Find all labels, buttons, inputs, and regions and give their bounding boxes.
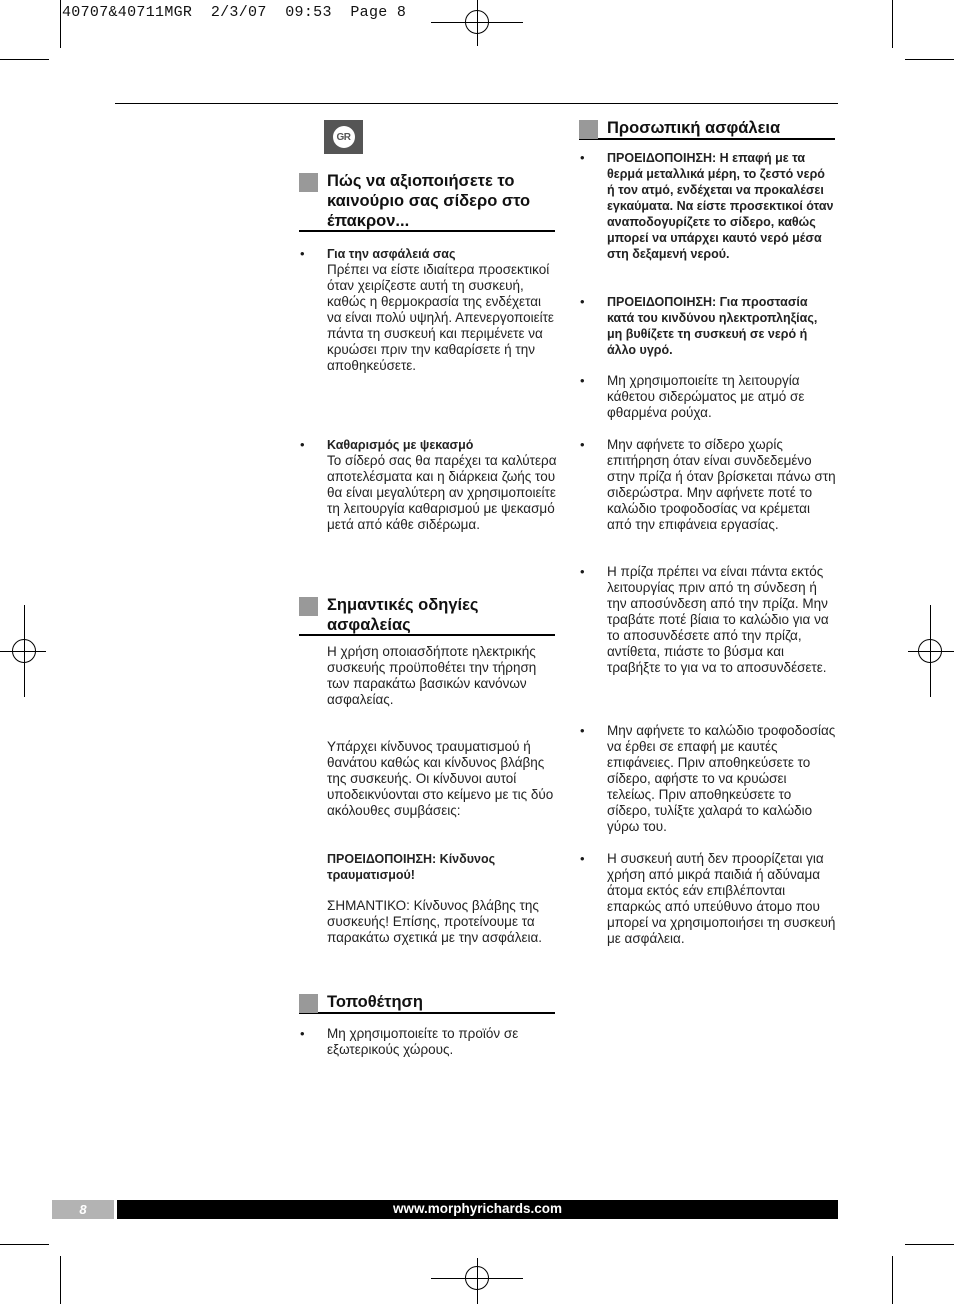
bullet-glyph: •	[300, 246, 305, 261]
bullet-glyph: •	[580, 437, 585, 452]
bullet-glyph: •	[580, 294, 585, 309]
page-number: 8	[52, 1200, 114, 1219]
section-title: Σημαντικές οδηγίες ασφαλείας	[327, 596, 479, 634]
section-title: Τοποθέτηση	[327, 993, 423, 1011]
bullet-glyph: •	[580, 851, 585, 866]
bullet-glyph: •	[580, 564, 585, 579]
paragraph: ΣΗΜΑΝΤΙΚΟ: Κίνδυνος βλάβης της συσκευής! Επίσης, προτείνουμε τα παρακάτω σχετικά με την ασφάλεια.	[327, 898, 543, 945]
heading-marker	[579, 120, 598, 139]
list-item: Μην αφήνετε το καλώδιο τροφοδοσίας να έρθει σε επαφή με καυτές επιφάνειες. Πριν αποθηκεύσετε το σίδερο, αφήστε το να κρυώσει τελείως. Πριν αποθηκεύσετε το σίδερο, τυλίξτε χαλαρά το καλώδιο γύρω του.	[607, 723, 836, 834]
section-heading-personal-safety	[579, 118, 835, 140]
list-item-heading: Για την ασφάλειά σας	[327, 247, 456, 261]
section-title: Προσωπική ασφάλεια	[607, 119, 781, 137]
list-item-safety	[327, 246, 557, 374]
heading-marker	[299, 597, 318, 616]
paragraph: Υπάρχει κίνδυνος τραυματισμού ή θανάτου καθώς και κίνδυνος βλάβης της συσκευής. Οι κίνδυνοι αυτοί υποδεικνύονται στο κείμενο με τις δύο ακόλουθες συμβάσεις:	[327, 739, 554, 818]
heading-marker	[299, 173, 318, 192]
print-slug: 40707&40711MGR 2/3/07 09:53 Page 8	[62, 4, 407, 21]
list-item: Η πρίζα πρέπει να είναι πάντα εκτός λειτουργίας πριν από τη σύνδεση ή την αποσύνδεση από την πρίζα. Μην τραβάτε ποτέ βίαια το καλώδιο για να το αποσυνδέσετε από την πρίζα, αντίθετα, πιάστε το βύσμα και τραβήξτε το για να το αποσυνδέσετε.	[607, 564, 829, 675]
list-item: Μη χρησιμοποιείτε το προϊόν σε εξωτερικούς χώρους.	[327, 1026, 519, 1057]
list-item: Μη χρησιμοποιείτε τη λειτουργία κάθετου σιδερώματος με ατμό σε φθαρμένα ρούχα.	[607, 373, 805, 420]
section-heading-usage	[299, 171, 555, 232]
warning-item: ΠΡΟΕΙΔΟΠΟΙΗΣΗ: Για προστασία κατά του κινδύνου ηλεκτροπληξίας, μη βυθίζετε τη συσκευή σε νερό ή άλλο υγρό.	[607, 295, 818, 357]
warning-item: ΠΡΟΕΙΔΟΠΟΙΗΣΗ: Η επαφή με τα θερμά μεταλλικά μέρη, το ζεστό νερό ή τον ατμό, ενδέχεται να προκαλέσει εγκαύματα. Να είστε προσεκτικοί όταν αναποδογυρίζετε το σίδερο, καθώς μπορεί να υπάρχει καυτό νερό μέσα στη δεξαμενή νερού.	[607, 151, 834, 261]
bullet-glyph: •	[300, 437, 305, 452]
bullet-glyph: •	[300, 1026, 305, 1041]
list-item-body: Πρέπει να είστε ιδιαίτερα προσεκτικοί όταν χειρίζεστε αυτή τη συσκευή, καθώς η θερμοκρασία της ενδέχεται να είναι πολύ υψηλή. Απενεργοποιείτε πάντα τη συσκευή και περιμένετε να κρυώσει πριν την καθαρίσετε ή την αποθηκεύσετε.	[327, 262, 554, 373]
top-rule	[115, 103, 838, 104]
heading-marker	[299, 994, 318, 1013]
language-badge-label: GR	[333, 126, 355, 148]
section-title: Πώς να αξιοποιήσετε το καινούριο σας σίδερο στο έπακρον...	[327, 172, 531, 230]
footer-url: www.morphyrichards.com	[117, 1200, 838, 1219]
list-item: Μην αφήνετε το σίδερο χωρίς επιτήρηση όταν είναι συνδεδεμένο στην πρίζα ή όταν βρίσκεται πάνω στη σιδερώστρα. Μην αφήνετε ποτέ το καλώδιο τροφοδοσίας να κρέμεται από την επιφάνεια εργασίας.	[607, 437, 836, 532]
list-item-body: Το σίδερό σας θα παρέχει τα καλύτερα αποτελέσματα και η διάρκεια ζωής του θα είναι μεγαλύτερη αν χρησιμοποιείτε τη λειτουργία καθαρισμού με ψεκασμό μετά από κάθε σιδέρωμα.	[327, 453, 557, 532]
section-heading-safety	[299, 595, 555, 636]
list-item-heading: Καθαρισμός με ψεκασμό	[327, 438, 474, 452]
section-heading-placement	[299, 992, 555, 1014]
bullet-glyph: •	[580, 723, 585, 738]
paragraph: Η χρήση οποιασδήποτε ηλεκτρικής συσκευής προϋποθέτει την τήρηση των παρακάτω βασικών κανόνων ασφαλείας.	[327, 644, 537, 707]
bullet-glyph: •	[580, 150, 585, 165]
bullet-glyph: •	[580, 373, 585, 388]
warning-convention: ΠΡΟΕΙΔΟΠΟΙΗΣΗ: Κίνδυνος τραυματισμού!	[327, 852, 496, 882]
list-item-spray-clean	[327, 437, 557, 533]
list-item: Η συσκευή αυτή δεν προορίζεται για χρήση από μικρά παιδιά ή αδύναμα άτομα εκτός εάν επιβλέπονται επαρκώς από υπεύθυνο άτομο που μπορεί να χρησιμοποιήσει τη συσκευή με ασφάλεια.	[607, 851, 836, 946]
language-badge	[324, 120, 363, 154]
